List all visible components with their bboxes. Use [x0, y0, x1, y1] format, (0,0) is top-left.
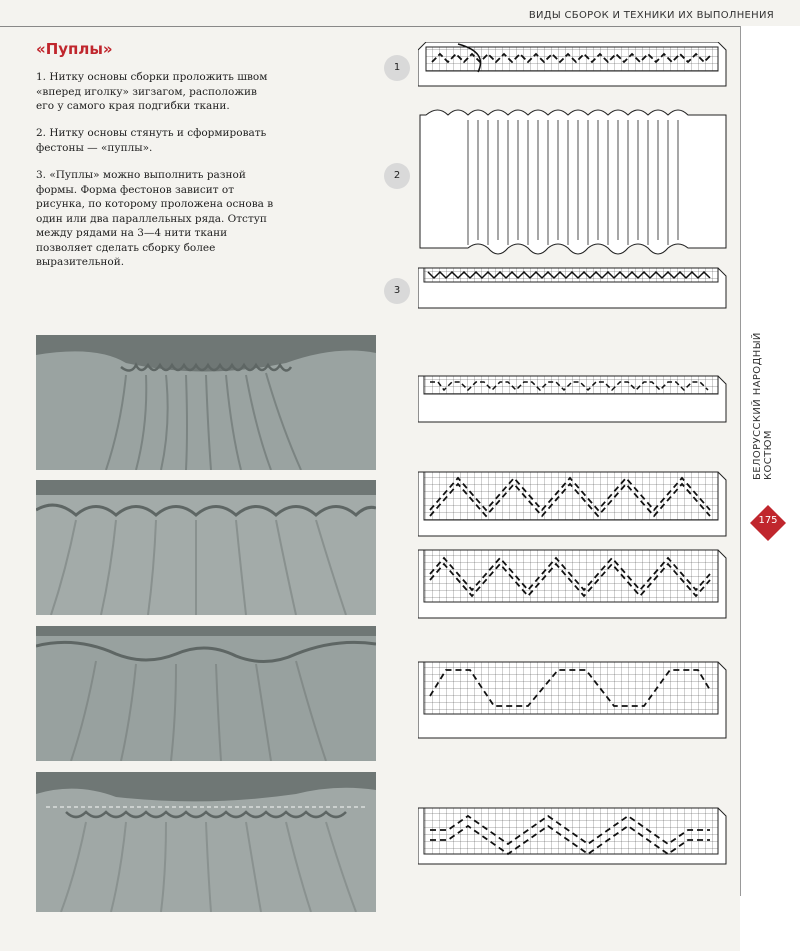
header-rule [0, 26, 800, 27]
running-title: ВИДЫ СБОРОК И ТЕХНИКИ ИХ ВЫПОЛНЕНИЯ [528, 10, 774, 21]
diagram-pattern-3 [418, 548, 730, 620]
diagram-step-2 [418, 100, 730, 260]
diagram-pattern-1 [418, 372, 730, 424]
diagram-step-3 [418, 264, 730, 310]
side-rule [740, 26, 741, 896]
side-band [740, 26, 800, 951]
diagram-pattern-2 [418, 470, 730, 538]
paragraph-2: 2. Нитку основы стянуть и сформировать фестоны — «пуплы». [36, 127, 267, 154]
paragraph-1: 1. Нитку основы сборки проложить швом «вперед иголку» зигзагом, расположив его у самого края подгибки ткани. [36, 71, 268, 112]
diagram-pattern-4 [418, 660, 730, 740]
book-title: БЕЛОРУССКИЙ НАРОДНЫЙ КОСТЮМ [752, 332, 774, 480]
photo-1 [36, 335, 376, 470]
paragraph-3: 3. «Пуплы» можно выполнить разной формы. Форма фестонов зависит от рисунка, по которому проложена основа в один или два параллельных ряда. Отступ между рядами на 3—4 нити ткани позволяет сделать сборку более выразительной. [36, 169, 274, 268]
step-badge-3: 3 [384, 278, 410, 304]
photo-3 [36, 626, 376, 761]
diagram-pattern-5 [418, 806, 730, 866]
photo-2 [36, 480, 376, 615]
article-title: «Пуплы» [36, 40, 113, 58]
photo-4 [36, 772, 376, 912]
step-badge-2: 2 [384, 163, 410, 189]
step-badge-1: 1 [384, 55, 410, 81]
diagram-step-1 [418, 42, 730, 88]
page-number: 175 [758, 515, 778, 526]
